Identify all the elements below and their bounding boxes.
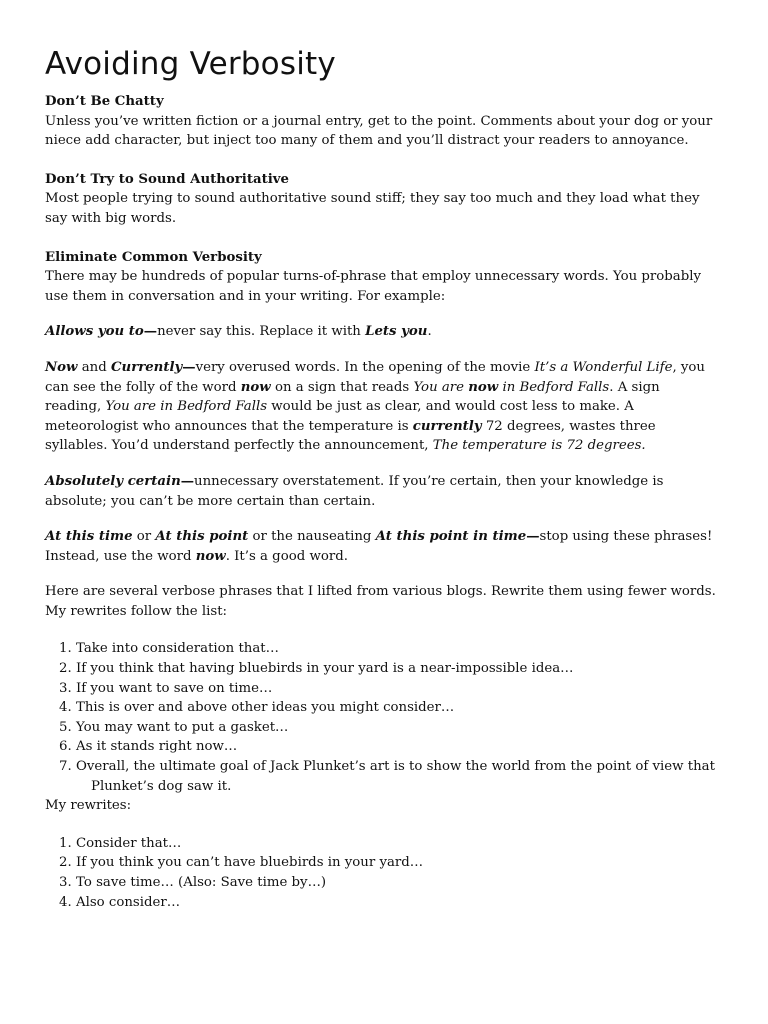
list-text: Take into consideration that… <box>76 641 279 657</box>
text: . It’s a good word. <box>225 548 348 564</box>
list-text: If you think you can’t have bluebirds in your yard… <box>76 855 424 871</box>
text: never say this. Replace it with <box>157 324 366 340</box>
list-item: 5. You may want to put a gasket… <box>59 719 289 735</box>
text: very overused words. In the opening of the movie <box>195 359 535 375</box>
page-title: Avoiding Verbosity <box>45 46 336 82</box>
section-heading: Don’t Try to Sound Authoritative <box>45 171 289 187</box>
term: At this point in time <box>375 529 527 545</box>
list-item: 6. As it stands right now… <box>59 739 238 755</box>
list-item: 4. Also consider… <box>59 894 181 910</box>
verbose-phrases-list <box>45 639 717 796</box>
list-text: As it stands right now… <box>76 739 238 755</box>
section-body: There may be hundreds of popular turns-of-phrase that employ unnecessary words. You probably use them in conversation and in your writing. For example: <box>45 269 701 304</box>
rewrites-list <box>45 834 717 912</box>
section-body: Unless you’ve written fiction or a journal entry, get to the point. Comments about your dog or your niece add character, but inject too many of them and you’ll distract your readers to annoyance. <box>45 113 713 149</box>
list-text: This is over and above other ideas you might consider… <box>76 700 455 716</box>
rewrites-label: My rewrites: <box>45 798 132 814</box>
movie-title: It’s a Wonderful Life <box>534 359 673 375</box>
list-item: 4. This is over and above other ideas you might consider… <box>59 700 455 716</box>
text: and <box>77 359 111 375</box>
paragraph-at-this-time <box>45 527 717 566</box>
em-dash: — <box>143 324 158 340</box>
list-text: Overall, the ultimate goal of Jack Plunket’s art is to show the world from the point of view that Plunket’s dog saw it. <box>76 759 715 794</box>
list-item: 2. If you think you can’t have bluebirds in your yard… <box>59 855 424 871</box>
paragraph-now-currently <box>45 358 717 456</box>
paragraph-intro: Here are several verbose phrases that I lifted from various blogs. Rewrite them using fewer words. My rewrites follow the list: <box>45 584 716 619</box>
document-page <box>45 44 717 912</box>
text: , you can see the folly of the word <box>45 359 705 395</box>
section-eliminate-verbosity <box>45 248 717 307</box>
paragraph-absolutely-certain <box>45 472 717 511</box>
sign-quote: in Bedford Falls <box>498 379 610 395</box>
text: . <box>427 324 432 340</box>
list-item: 3. If you want to save on time… <box>59 680 273 696</box>
list-text: To save time… (Also: Save time by…) <box>76 875 327 890</box>
section-heading: Don’t Be Chatty <box>45 94 164 109</box>
term: Absolutely certain <box>45 473 181 489</box>
term: At this point <box>155 529 249 545</box>
sign-quote: You are <box>413 379 469 395</box>
section-dont-be-chatty <box>45 92 717 151</box>
text: or the nauseating <box>248 529 376 545</box>
em-dash: — <box>180 473 195 489</box>
text: unnecessary overstatement. If you’re certain, then your knowledge is absolute; you can’t be more certain than certain. <box>45 473 664 509</box>
term: Currently <box>110 359 183 375</box>
term: At this time <box>45 529 133 545</box>
text: . A sign reading, <box>45 379 660 415</box>
text: stop using these phrases! Instead, use the word <box>45 529 713 564</box>
list-item: 2. If you think that having bluebirds in your yard is a near-impossible idea… <box>59 661 574 677</box>
term: now <box>240 379 271 395</box>
em-dash: — <box>182 359 196 375</box>
term: Allows you to <box>45 324 144 340</box>
list-text: Also consider… <box>76 894 181 910</box>
list-item: 7. Overall, the ultimate goal of Jack Plunket’s art is to show the world from the point of view that Plunket’s dog saw it. <box>59 759 715 794</box>
term: currently <box>412 418 482 434</box>
text: on a sign that reads <box>270 379 414 395</box>
sign-quote: You are in Bedford Falls <box>105 399 268 415</box>
list-text: If you think that having bluebirds in your yard is a near-impossible idea… <box>76 661 574 677</box>
text: or <box>132 529 156 545</box>
list-text: If you want to save on time… <box>76 680 273 696</box>
replacement-term: Lets you <box>365 324 428 340</box>
term: now <box>195 548 226 564</box>
list-item: 1. Take into consideration that… <box>59 641 279 657</box>
list-text: You may want to put a gasket… <box>76 719 289 735</box>
section-heading: Eliminate Common Verbosity <box>45 249 262 265</box>
announcement-quote: The temperature is 72 degrees. <box>432 438 646 454</box>
paragraph-allows-you-to <box>45 322 717 342</box>
list-text: Consider that… <box>76 835 182 851</box>
text: would be just as clear, and would cost less to make. A meteorologist who announces that the temperature is <box>45 399 634 434</box>
em-dash: — <box>526 529 540 545</box>
section-dont-sound-authoritative <box>45 170 717 229</box>
list-item: 1. Consider that… <box>59 835 182 851</box>
text: 72 degrees, wastes three syllables. You’d understand perfectly the announcement, <box>45 418 656 454</box>
section-body: Most people trying to sound authoritative sound stiff; they say too much and they load what they say with big words. <box>45 191 700 226</box>
term: now <box>468 379 499 395</box>
list-item: 3. To save time… (Also: Save time by…) <box>59 875 327 890</box>
term: Now <box>45 359 78 375</box>
